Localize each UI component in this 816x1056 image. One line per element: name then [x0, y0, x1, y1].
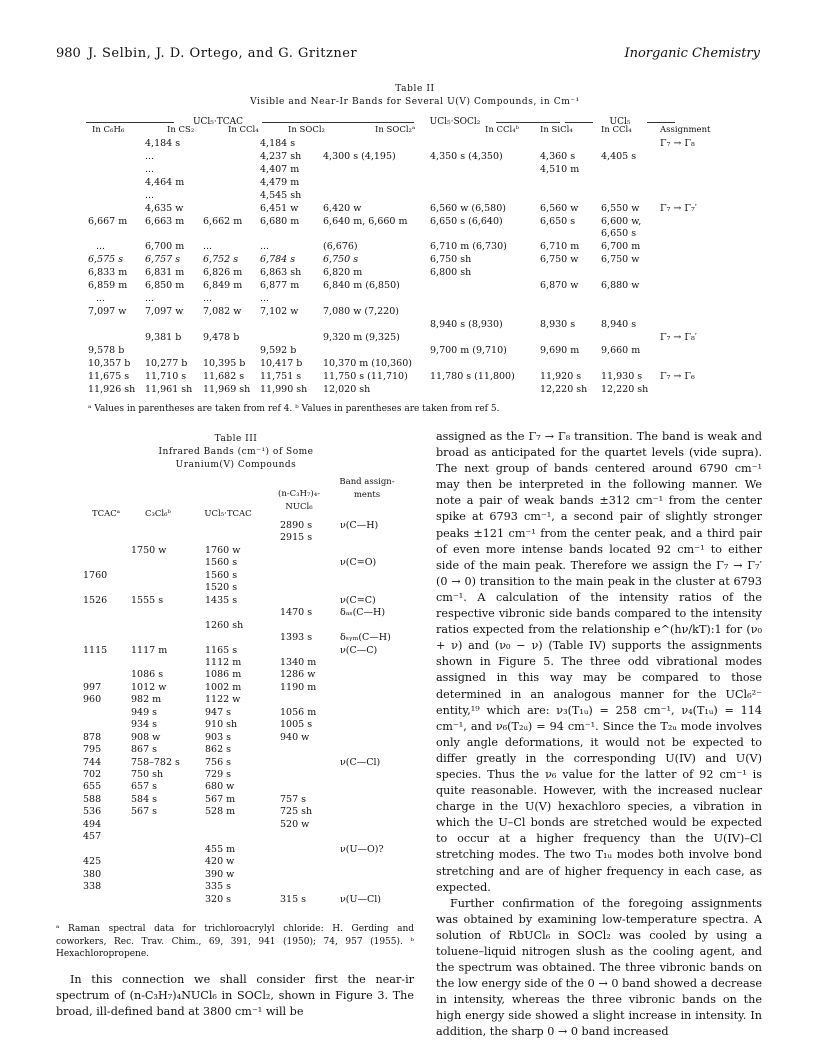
table2-cell: 4,545 sh: [260, 190, 302, 201]
table2-cell: 6,700 m: [145, 241, 185, 252]
table2-cell: 6,877 m: [260, 280, 300, 291]
right-paragraph-1: assigned as the Γ₇ → Γ₈ transition. The band is weak and broad as anticipated for the quartet levels (vide supra). The next group of bands centered around 6790 cm⁻¹ may then be interpreted in the following manner. We note a pair of weak bands ±312 cm⁻¹ from the center spike at 6793 cm⁻¹, a second pair of slightly stronger peaks ±121 cm⁻¹ from the center peak, and a third pair of even more intense bands located 92 cm⁻¹ to either side of the main peak. Therefore we assign the Γ₇ → Γ₇′ (0 → 0) transition to the main peak in the cluster at 6793 cm⁻¹. A calculation of the intensity ratios of the respective vibronic side bands compared to the intensity ratios expected from the relationship e^(hν/kT):1 for (ν₀ + ν) and (ν₀ − ν) (Table IV) supports the assignments shown in Figure 5. The three odd vibrational modes assigned in this way may be compared to those determined in an analogous manner for the UCl₆²⁻ entity,¹⁹ which are: ν₃(T₁ᵤ) = 258 cm⁻¹, ν₄(T₁ᵤ) = 114 cm⁻¹, and ν₆(T₂ᵤ) = 94 cm⁻¹. Since the T₂ᵤ mode involves only angle deformations, it would not be expected to differ greatly in the corresponding U(IV) and U(V) species. Thus the ν₆ value for the latter of 92 cm⁻¹ is quite reasonable. However, with the increased nuclear charge in the U(V) hexachloro species, a vibration in which the U–Cl bonds are stretched would be expected to occur at a higher frequency than the U(IV)–Cl stretching modes. The two T₁ᵤ modes both involve bond stretching and are of higher frequency in each case, as expected.: [436, 430, 762, 894]
table2-header: In SOCl₂: [288, 125, 325, 135]
table2-cell: 6,750 w: [540, 254, 579, 265]
table2-cell: 6,750 s: [323, 254, 359, 265]
table3-cell: ν(C—C): [340, 644, 378, 656]
table3-cell: 1560 s: [205, 557, 238, 569]
table2-cell: 6,680 m: [260, 216, 300, 227]
table3-cell: ν(U—Cl): [340, 893, 382, 905]
table3-cell: 1086 s: [131, 669, 164, 681]
table2-cell: 6,700 m: [601, 241, 641, 252]
table2-cell: 11,675 s: [88, 371, 130, 382]
table3-cell: 536: [83, 806, 102, 818]
table2-cell: 12,220 sh: [601, 384, 649, 395]
table3-cell: 795: [83, 744, 102, 756]
table2-cell: 11,750 s (11,710): [323, 371, 408, 382]
authors: J. Selbin, J. D. Ortego, and G. Gritzner: [88, 46, 358, 61]
table3-title-line2: Uranium(V) Compounds: [175, 460, 297, 470]
table3-cell: 338: [83, 881, 102, 893]
table2-cell: 6,560 w: [540, 203, 579, 214]
table2-cell: 6,757 s: [145, 254, 181, 265]
table2-cell: 10,417 b: [260, 358, 303, 369]
table3-cell: 420 w: [205, 856, 235, 868]
table3-header: Band assign-ments: [339, 477, 395, 500]
table2-header: In SiCl₄: [540, 125, 573, 135]
table3-cell: ν(C—Cl): [340, 756, 381, 768]
table3-label: Table III: [214, 434, 258, 444]
table2-cell: 6,640 m, 6,660 m: [323, 216, 408, 227]
table3-cell: 2915 s: [280, 532, 313, 544]
table2-header: In CCl₄ᵇ: [485, 125, 520, 135]
table3-cell: 997: [83, 681, 102, 693]
table2-footnote: ᵃ Values in parentheses are taken from ref 4. ᵇ Values in parentheses are taken from ref 5.: [88, 404, 500, 414]
table2-cell: 4,464 m: [145, 177, 185, 188]
table2-cell: 11,926 sh: [88, 384, 136, 395]
table3-cell: 750 sh: [131, 769, 164, 780]
table2-cell: 8,940 s (8,930): [430, 319, 503, 330]
table2-cell: 9,690 m: [540, 345, 580, 356]
table3-cell: ν(C=O): [340, 557, 377, 569]
table3-cell: 982 m: [131, 694, 162, 706]
table2-cell: 12,220 sh: [540, 384, 588, 395]
table2-cell: ...: [260, 293, 270, 304]
table2-cell: 10,395 b: [203, 358, 246, 369]
table2-cell: 6,550 w: [601, 203, 640, 214]
table3-cell: 528 m: [205, 806, 236, 818]
table3-cell: 520 w: [280, 818, 310, 830]
table2-cell: 6,667 m: [88, 216, 128, 227]
right-paragraph-2: Further confirmation of the foregoing assignments was obtained by examining low-temperature spectra. A solution of RbUCl₆ in SOCl₂ was cooled by using a toluene–liquid nitrogen slush as the cooling agent, and the spectrum was obtained. The three vibronic bands on the low energy side of the 0 → 0 band showed a decrease in intensity, whereas the three vibronic bands on the high energy side showed a slight increase in intensity. In addition, the sharp 0 → 0 band increased: [436, 896, 762, 1039]
table2-cell: ...: [260, 241, 270, 252]
table3-cell: 1470 s: [280, 607, 313, 619]
table3-cell: 315 s: [280, 893, 307, 905]
table2-cell: 11,780 s (11,800): [430, 371, 515, 382]
table3-cell: 335 s: [205, 881, 232, 893]
table3-cell: 1086 m: [205, 669, 242, 681]
table2-cell: 10,370 m (10,360): [323, 358, 412, 369]
table2-cell: 6,420 w: [323, 203, 362, 214]
table2-cell: 11,969 sh: [203, 384, 251, 395]
table3-cell: 1520 s: [205, 582, 238, 594]
table2-cell: 9,478 b: [203, 332, 240, 343]
table3-header: C₃Cl₆ᵇ: [145, 509, 171, 519]
table3-cell: 729 s: [205, 769, 232, 780]
table2-cell: 10,277 b: [145, 358, 188, 369]
table2-cell: 4,184 s: [260, 138, 296, 149]
table2-cell: 4,237 sh: [260, 151, 302, 162]
table3-cell: 1117 m: [131, 644, 168, 656]
table3-cell: 756 s: [205, 756, 232, 768]
table2-cell: 6,663 m: [145, 216, 185, 227]
table2-cell: 6,560 w (6,580): [430, 203, 506, 214]
table2-header: In CS₂: [167, 125, 195, 135]
table2-cell: 6,451 w: [260, 203, 299, 214]
table2-cell: ...: [96, 241, 106, 252]
table2-cell: 6,863 sh: [260, 267, 302, 278]
table2-cell: (6,676): [323, 241, 358, 252]
page-number: 980: [56, 46, 81, 61]
table3-cell: 567 s: [131, 806, 158, 818]
table3-cell: 655: [83, 781, 102, 793]
table3-cell: 680 w: [205, 781, 235, 793]
table2-cell: 6,833 m: [88, 267, 128, 278]
table3-cell: 494: [83, 818, 102, 830]
table3-cell: 758–782 s: [131, 756, 180, 768]
left-paragraph: In this connection we shall consider first the near-ir spectrum of (n-C₃H₇)₄NUCl₆ in SOCl₂, shown in Figure 3. The broad, ill-defined band at 3800 cm⁻¹ will be: [56, 973, 414, 1019]
table2-cell: 11,920 s: [540, 371, 582, 382]
table3-cell: ν(C—H): [340, 520, 379, 531]
table2-cell: 6,840 m (6,850): [323, 280, 400, 291]
table2-cell: 7,097 w: [88, 306, 127, 317]
table2-cell: 6,600 w,: [601, 216, 642, 227]
table2-cell: 6,650 s: [540, 216, 576, 227]
table2-cell: 6,831 m: [145, 267, 185, 278]
table2-cell: 11,751 s: [260, 371, 302, 382]
table2-cell: 7,080 w (7,220): [323, 306, 399, 317]
table3-cell: 588: [83, 793, 102, 805]
table3-cell: 1393 s: [280, 632, 313, 644]
table3-cell: 584 s: [131, 793, 158, 805]
table3-cell: 908 w: [131, 731, 161, 743]
table2-header: In C₆H₆: [92, 125, 125, 135]
left-column-text: [56, 972, 414, 1020]
table3-cell: 455 m: [205, 843, 236, 855]
table3-cell: ν(C=C): [340, 594, 376, 606]
table3-header: (n-C₃H₇)₄-NUCl₆: [278, 489, 320, 512]
table2-header: In CCl₄: [601, 125, 632, 135]
table3-cell: 390 w: [205, 868, 235, 880]
table2-cell: 6,650 s: [601, 228, 637, 239]
table2-cell: 9,660 m: [601, 345, 641, 356]
table3-cell: 878: [83, 731, 102, 743]
table2-cell: 6,710 m: [540, 241, 580, 252]
table3-cell: 744: [83, 756, 102, 768]
table3-cell: 867 s: [131, 744, 158, 756]
table2-cell: 6,750 sh: [430, 254, 472, 265]
table2-cell: Γ₇ → Γ₈: [660, 138, 695, 149]
table3-cell: δₛᵧₘ(C—H): [340, 632, 391, 644]
table3-cell: 1012 w: [131, 681, 167, 693]
table3-cell: 425: [83, 856, 102, 868]
table2-cell: 9,700 m (9,710): [430, 345, 507, 356]
table2-cell: 4,510 m: [540, 164, 580, 175]
table2-cell: 9,381 b: [145, 332, 182, 343]
table3-cell: 903 s: [205, 731, 232, 743]
table3-header: UCl₅·TCAC: [204, 509, 252, 519]
table2-cell: 6,870 w: [540, 280, 579, 291]
table2-group-ucl5: UCl₅: [565, 117, 675, 127]
table2-cell: 11,682 s: [203, 371, 245, 382]
table3-cell: 1555 s: [131, 594, 164, 606]
table2-cell: ...: [203, 241, 213, 252]
table2-cell: Γ₇ → Γ₈′: [660, 332, 697, 343]
table3-cell: 1002 m: [205, 681, 242, 693]
table2-cell: 8,930 s: [540, 319, 576, 330]
table3-cell: 1560 s: [205, 569, 238, 581]
table2-cell: 11,990 sh: [260, 384, 308, 395]
table3-cell: 725 sh: [280, 806, 313, 818]
table2-cell: 7,082 w: [203, 306, 242, 317]
table3-cell: 1750 w: [131, 544, 167, 556]
table2-cell: 6,859 m: [88, 280, 128, 291]
table2-cell: 9,320 m (9,325): [323, 332, 400, 343]
table3-cell: 1190 m: [280, 681, 317, 693]
table3-cell: 949 s: [131, 706, 158, 718]
table2-cell: 6,650 s (6,640): [430, 216, 503, 227]
table3-cell: 1435 s: [205, 594, 238, 606]
table2-cell: 6,820 m: [323, 267, 363, 278]
table3-cell: 947 s: [205, 706, 232, 718]
table2-cell: 6,850 m: [145, 280, 185, 291]
table3-cell: 1260 sh: [205, 619, 244, 631]
table2-cell: ...: [145, 164, 155, 175]
table2-group-socl2: UCl₅·SOCl₂: [350, 117, 560, 127]
table2-cell: ...: [145, 190, 155, 201]
table3-cell: 757 s: [280, 793, 307, 805]
table2-cell: 4,350 s (4,350): [430, 151, 503, 162]
table3-cell: 657 s: [131, 781, 158, 793]
table2-cell: 11,961 sh: [145, 384, 193, 395]
table3-cell: 567 m: [205, 793, 236, 805]
table2-cell: 4,635 w: [145, 203, 184, 214]
table3-cell: 1165 s: [205, 644, 238, 656]
table3-cell: 1122 w: [205, 694, 241, 706]
table2-cell: 4,405 s: [601, 151, 637, 162]
table2-cell: 7,102 w: [260, 306, 299, 317]
table3-cell: 940 w: [280, 731, 310, 743]
table2-cell: 10,357 b: [88, 358, 131, 369]
table2-header: Assignment: [660, 125, 711, 135]
table3-cell: ν(U—O)?: [340, 843, 384, 855]
table2-header: In CCl₄: [228, 125, 259, 135]
table3-cell: 1005 s: [280, 719, 313, 731]
table3-cell: 702: [83, 769, 102, 780]
table2-cell: ...: [203, 293, 213, 304]
table2-cell: 6,826 m: [203, 267, 243, 278]
table2-cell: 4,360 s: [540, 151, 576, 162]
table3-cell: 1526: [83, 594, 108, 606]
table2-cell: Γ₇ → Γ₇′: [660, 203, 697, 214]
table2-cell: 6,880 w: [601, 280, 640, 291]
table3-cell: 960: [83, 694, 102, 706]
table2-cell: 6,662 m: [203, 216, 243, 227]
table3-cell: 934 s: [131, 719, 158, 731]
table2-cell: 4,479 m: [260, 177, 300, 188]
table3-cell: 1760: [83, 569, 108, 581]
table2-cell: ...: [145, 151, 155, 162]
table3-cell: 1115: [83, 644, 108, 656]
table2-header: In SOCl₂ᵃ: [375, 125, 416, 135]
table2-cell: 6,750 w: [601, 254, 640, 265]
table3-header: TCACᵃ: [91, 509, 121, 519]
table2-cell: 7,097 w: [145, 306, 184, 317]
table3-cell: 910 sh: [205, 719, 238, 731]
table2-cell: 6,849 m: [203, 280, 243, 291]
table3-cell: 1112 m: [205, 656, 242, 668]
table2-cell: ...: [145, 293, 155, 304]
table3-cell: δₐₛ(C—H): [340, 607, 386, 619]
table3-cell: 1760 w: [205, 544, 241, 556]
table2-cell: 6,784 s: [260, 254, 296, 265]
table3-cell: 862 s: [205, 744, 232, 756]
table2-title: Visible and Near-Ir Bands for Several U(V) Compounds, in Cm⁻¹: [250, 97, 580, 107]
table3-cell: 457: [83, 831, 102, 843]
table3-cell: 380: [83, 868, 102, 880]
table2-group-tcac: UCl₅·TCAC: [86, 117, 350, 127]
table3-footnote: ᵃ Raman spectral data for trichloroacrylyl chloride: H. Gerding and coworkers, Rec. Trav. Chim., 69, 391, 941 (1950); 74, 957 (1955). ᵇ Hexachloropropene.: [56, 924, 414, 959]
table3-cell: 1340 m: [280, 656, 317, 668]
table3-cell: 1286 w: [280, 669, 316, 681]
table2-cell: 4,407 m: [260, 164, 300, 175]
journal-name: Inorganic Chemistry: [624, 46, 760, 61]
table3-cell: 2890 s: [280, 520, 313, 531]
table3-cell: 320 s: [205, 893, 232, 905]
table2-label: Table II: [395, 84, 435, 94]
table3-title-line1: Infrared Bands (cm⁻¹) of Some: [158, 447, 314, 457]
table2-cell: 4,300 s (4,195): [323, 151, 396, 162]
table2-cell: 11,930 s: [601, 371, 643, 382]
right-column-text: [436, 429, 762, 1041]
table2-cell: Γ₇ → Γ₆: [660, 371, 695, 382]
table2-cell: 6,752 s: [203, 254, 239, 265]
table2-cell: 11,710 s: [145, 371, 187, 382]
table3-cell: 1056 m: [280, 706, 317, 718]
table2-cell: 6,575 s: [88, 254, 124, 265]
table2-cell: 9,578 b: [88, 345, 125, 356]
table2-cell: 12,020 sh: [323, 384, 371, 395]
table2-cell: ...: [96, 293, 106, 304]
table2-cell: 8,940 s: [601, 319, 637, 330]
table2-cell: 6,800 sh: [430, 267, 472, 278]
table2-cell: 4,184 s: [145, 138, 181, 149]
table2-cell: 9,592 b: [260, 345, 297, 356]
table2-cell: 6,710 m (6,730): [430, 241, 507, 252]
